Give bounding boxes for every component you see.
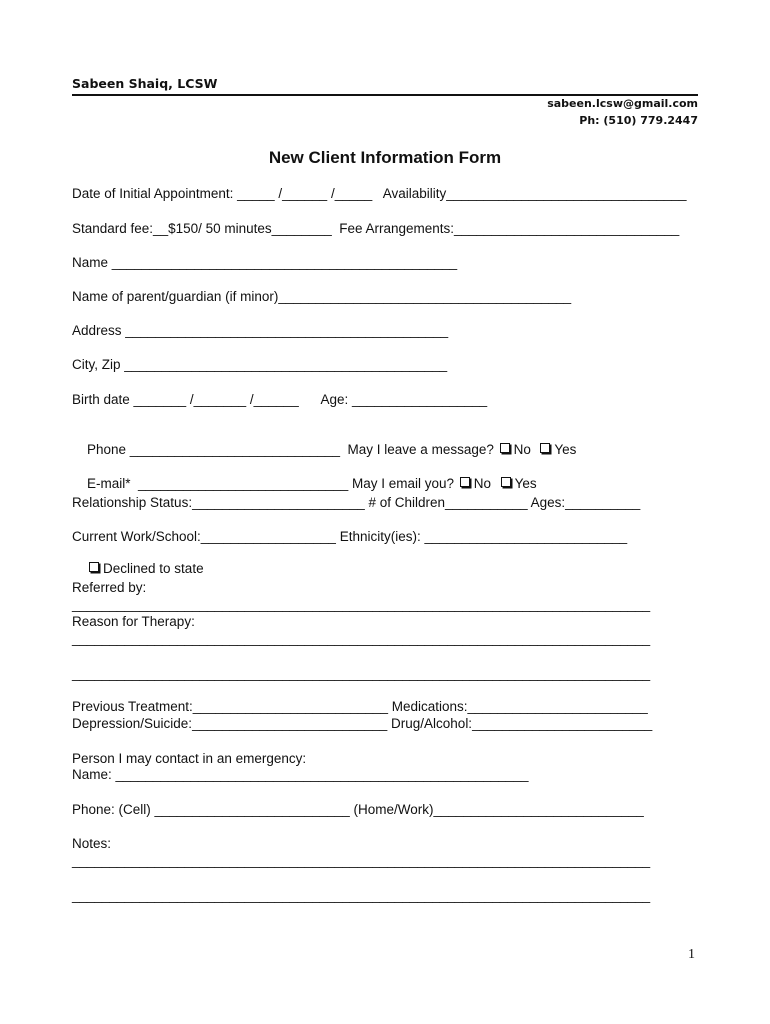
email-field[interactable]: E-mail* ____________________________ May I email you? bbox=[87, 476, 458, 491]
parent-guardian-field[interactable]: Name of parent/guardian (if minor)_______________________________________ bbox=[72, 289, 572, 304]
notes-field-1[interactable]: _____________________________________________________________________________ bbox=[72, 853, 651, 868]
therapist-name: Sabeen Shaiq, LCSW bbox=[72, 76, 218, 91]
notes-label: Notes: bbox=[72, 836, 112, 851]
city-zip-field[interactable]: City, Zip ___________________________________________ bbox=[72, 357, 448, 372]
relationship-children-ages-field[interactable]: Relationship Status:_______________________ # of Children___________ Ages:__________ bbox=[72, 495, 641, 510]
email-yes-label: Yes bbox=[514, 476, 537, 491]
declined-label: Declined to state bbox=[103, 561, 204, 576]
email-no-label: No bbox=[473, 476, 492, 491]
email-yes-checkbox[interactable] bbox=[501, 477, 511, 487]
notes-field-2[interactable]: _____________________________________________________________________________ bbox=[72, 888, 651, 903]
therapist-phone: Ph: (510) 779.2447 bbox=[579, 114, 698, 127]
treatment-medications-field[interactable]: Previous Treatment:__________________________ Medications:________________________ bbox=[72, 699, 648, 714]
birth-date-age-field[interactable]: Birth date _______ /_______ /______ Age: __________________ bbox=[72, 392, 488, 407]
email-no-checkbox[interactable] bbox=[460, 477, 470, 487]
reason-field-1[interactable]: _____________________________________________________________________________ bbox=[72, 631, 651, 646]
emergency-phone-field[interactable]: Phone: (Cell) __________________________ (Home/Work)____________________________ bbox=[72, 802, 644, 817]
referred-label: Referred by: bbox=[72, 580, 147, 595]
fee-arrangements-field[interactable]: Standard fee:__$150/ 50 minutes________ Fee Arrangements:______________________________ bbox=[72, 221, 680, 236]
declined-checkbox[interactable] bbox=[89, 562, 99, 572]
appointment-availability-field[interactable]: Date of Initial Appointment: _____ /______ /_____ Availability________________________________ bbox=[72, 186, 687, 201]
therapist-email: sabeen.lcsw@gmail.com bbox=[547, 97, 698, 110]
message-yes-checkbox[interactable] bbox=[540, 443, 550, 453]
reason-field-2[interactable]: _____________________________________________________________________________ bbox=[72, 666, 651, 681]
name-field[interactable]: Name ______________________________________________ bbox=[72, 255, 458, 270]
emergency-name-field[interactable]: Name: _______________________________________________________ bbox=[72, 767, 529, 782]
referred-field[interactable]: _____________________________________________________________________________ bbox=[72, 597, 651, 612]
message-yes-label: Yes bbox=[554, 442, 577, 457]
message-no-label: No bbox=[513, 442, 531, 457]
phone-field[interactable]: Phone ____________________________ May I leave a message? bbox=[87, 442, 498, 457]
reason-label: Reason for Therapy: bbox=[72, 614, 195, 629]
address-field[interactable]: Address ___________________________________________ bbox=[72, 323, 449, 338]
work-ethnicity-field[interactable]: Current Work/School:__________________ Ethnicity(ies): ___________________________ bbox=[72, 529, 628, 544]
page-number: 1 bbox=[688, 947, 695, 962]
form-title: New Client Information Form bbox=[268, 148, 502, 167]
header-divider bbox=[72, 94, 698, 96]
depression-drug-field[interactable]: Depression/Suicide:__________________________ Drug/Alcohol:________________________ bbox=[72, 716, 653, 731]
message-no-checkbox[interactable] bbox=[500, 443, 510, 453]
emergency-contact-label: Person I may contact in an emergency: bbox=[72, 751, 307, 766]
